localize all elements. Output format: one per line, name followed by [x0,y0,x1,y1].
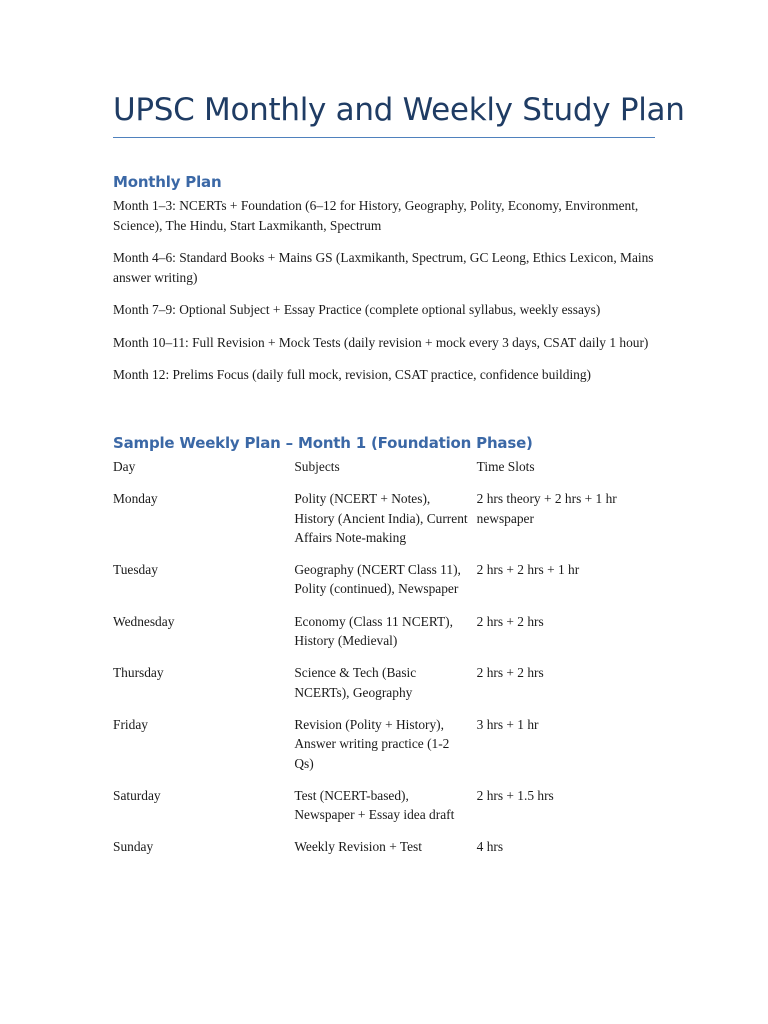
monthly-plan-item: Month 7–9: Optional Subject + Essay Practice (complete optional syllabus, weekly essays) [113,302,601,317]
weekly-plan-table [113,457,658,870]
table-row [113,560,658,612]
monthly-plan-item: Month 1–3: NCERTs + Foundation (6–12 for History, Geography, Polity, Economy, Environment, Science), The Hindu, Start Laxmikanth, Spectrum [113,198,639,233]
cell-day: Wednesday [113,613,175,629]
cell-day: Sunday [113,839,154,855]
cell-time-slots: 2 hrs theory + 2 hrs + 1 hr newspaper [476,491,617,526]
table-row [113,715,658,786]
monthly-plan-item: Month 12: Prelims Focus (daily full mock, revision, CSAT practice, confidence building) [113,367,592,382]
column-header-time-slots: Time Slots [476,459,535,474]
cell-subjects: Weekly Revision + Test [294,839,422,855]
cell-subjects: Economy (Class 11 NCERT), History (Medieval) [294,613,453,649]
cell-time-slots: 2 hrs + 2 hrs + 1 hr [476,562,580,578]
cell-time-slots: 2 hrs + 2 hrs [476,665,544,681]
table-row [113,837,658,869]
table-row [113,786,658,838]
table-row [113,489,658,560]
column-header-subjects: Subjects [294,459,340,474]
monthly-plan-heading: Monthly Plan [113,173,222,191]
monthly-plan-list [113,196,655,398]
cell-subjects: Polity (NCERT + Notes), History (Ancient India), Current Affairs Note-making [294,491,468,545]
monthly-plan-item: Month 4–6: Standard Books + Mains GS (Laxmikanth, Spectrum, GC Leong, Ethics Lexicon, Mains answer writing) [113,250,654,285]
cell-time-slots: 3 hrs + 1 hr [476,716,539,732]
table-row [113,663,658,715]
cell-time-slots: 2 hrs + 1.5 hrs [476,787,554,803]
cell-day: Tuesday [113,562,158,578]
cell-day: Friday [113,716,148,732]
cell-day: Saturday [113,787,161,803]
cell-day: Thursday [113,665,164,681]
cell-subjects: Geography (NCERT Class 11), Polity (continued), Newspaper [294,562,461,597]
monthly-plan-item: Month 10–11: Full Revision + Mock Tests (daily revision + mock every 3 days, CSAT daily 1 hour) [113,334,649,350]
cell-subjects: Science & Tech (Basic NCERTs), Geography [294,665,417,700]
cell-time-slots: 2 hrs + 2 hrs [476,613,544,629]
cell-day: Monday [113,491,158,507]
document-title: UPSC Monthly and Weekly Study Plan [113,92,655,138]
table-row [113,612,658,664]
table-header-row [113,457,658,489]
weekly-plan-heading: Sample Weekly Plan – Month 1 (Foundation Phase) [113,434,533,452]
cell-subjects: Test (NCERT-based), Newspaper + Essay idea draft [294,787,455,823]
column-header-day: Day [113,459,136,474]
cell-subjects: Revision (Polity + History), Answer writing practice (1-2 Qs) [294,716,450,771]
cell-time-slots: 4 hrs [476,839,504,855]
